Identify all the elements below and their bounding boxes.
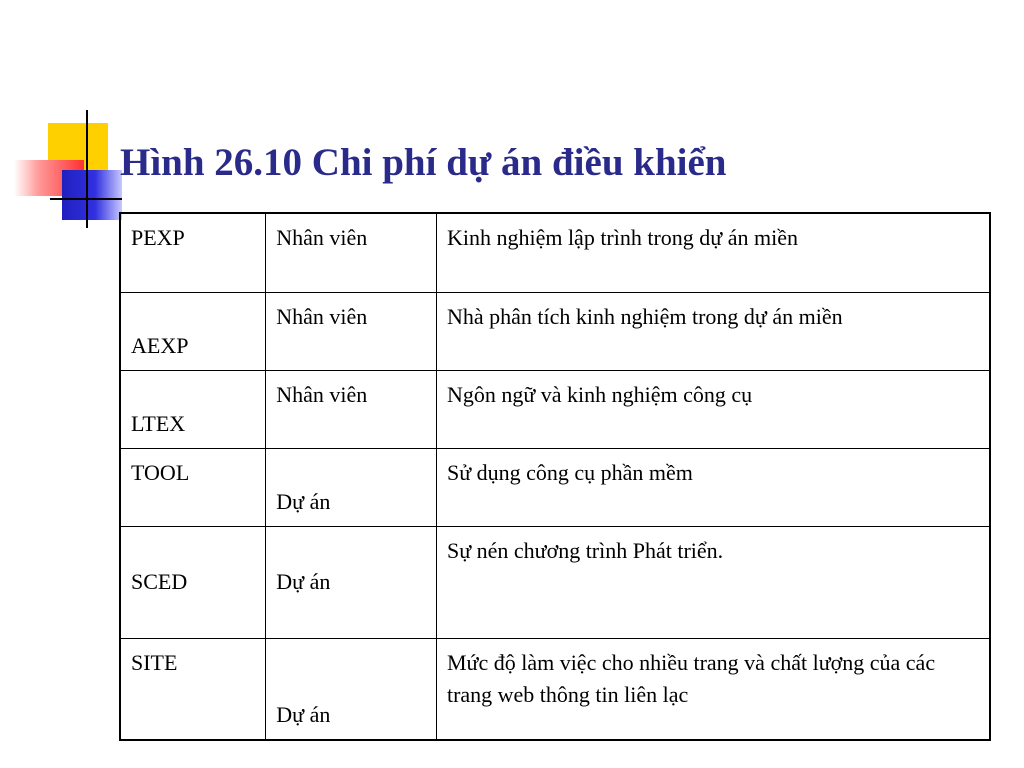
category-cell: Nhân viên <box>266 292 437 370</box>
decorative-corner-graphic <box>0 0 130 240</box>
blue-gradient-decoration <box>62 170 122 220</box>
table-row <box>120 526 990 638</box>
description-cell: Sử dụng công cụ phần mềm <box>436 448 990 526</box>
code-cell: SITE <box>120 638 266 740</box>
table-row <box>120 448 990 526</box>
horizontal-line-decoration <box>50 198 122 200</box>
category-cell: Dự án <box>266 526 437 638</box>
code-cell: LTEX <box>120 370 266 448</box>
code-cell: PEXP <box>120 213 266 292</box>
description-cell: Mức độ làm việc cho nhiều trang và chất lượng của các trang web thông tin liên lạc <box>436 638 990 740</box>
category-cell: Dự án <box>266 638 437 740</box>
description-cell: Ngôn ngữ và kinh nghiệm công cụ <box>436 370 990 448</box>
cost-driver-table <box>119 212 991 741</box>
description-cell: Sự nén chương trình Phát triển. <box>436 526 990 638</box>
slide-title: Hình 26.10 Chi phí dự án điều khiển <box>120 141 727 184</box>
description-cell: Kinh nghiệm lập trình trong dự án miền <box>436 213 990 292</box>
code-cell: SCED <box>120 526 266 638</box>
vertical-line-decoration <box>86 110 88 228</box>
code-cell: TOOL <box>120 448 266 526</box>
description-cell: Nhà phân tích kinh nghiệm trong dự án miền <box>436 292 990 370</box>
category-cell: Nhân viên <box>266 370 437 448</box>
category-cell: Dự án <box>266 448 437 526</box>
table-row <box>120 213 990 292</box>
category-cell: Nhân viên <box>266 213 437 292</box>
table-row <box>120 370 990 448</box>
code-cell: AEXP <box>120 292 266 370</box>
table-row <box>120 292 990 370</box>
table-row <box>120 638 990 740</box>
